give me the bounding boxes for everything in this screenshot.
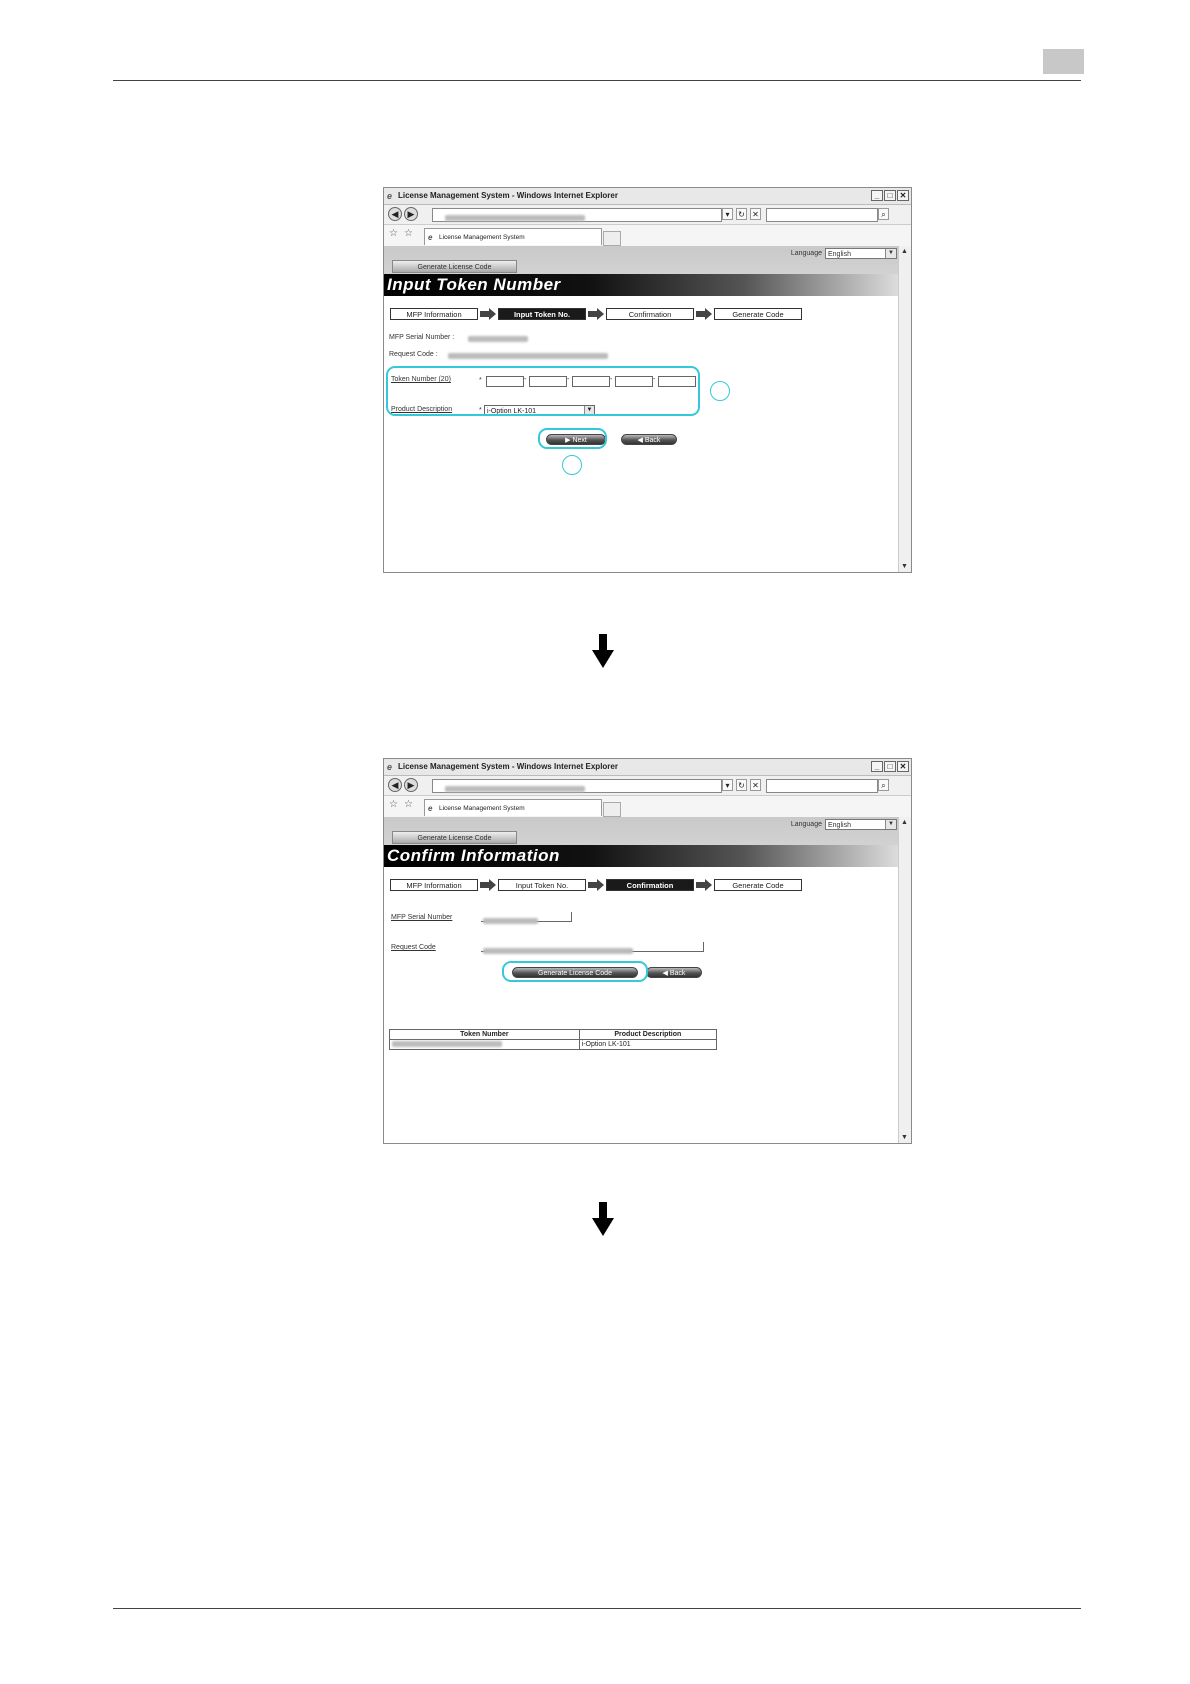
product-description-label: Product Description [391, 406, 453, 413]
step-arrow-icon [588, 879, 604, 891]
language-label: Language [790, 250, 822, 257]
step-confirmation: Confirmation [606, 879, 694, 891]
flow-down-arrow-icon [592, 634, 614, 668]
window-title: License Management System - Windows Internet Explorer [398, 191, 618, 200]
scroll-down-icon[interactable]: ▼ [901, 563, 908, 570]
vertical-scrollbar[interactable] [898, 246, 911, 572]
page-content [384, 246, 899, 572]
required-mark: * [479, 377, 482, 384]
vertical-scrollbar[interactable] [898, 817, 911, 1143]
chevron-down-icon: ▼ [885, 820, 896, 829]
favorites-star-icon[interactable]: ☆ [389, 228, 398, 239]
language-selector [791, 819, 897, 830]
step-generate-code: Generate Code [714, 879, 802, 891]
scroll-down-icon[interactable]: ▼ [901, 1134, 908, 1141]
page-banner: Confirm Information [384, 845, 899, 867]
token-number-label: Token Number (20) [391, 376, 451, 383]
chapter-number-box [1043, 49, 1084, 74]
ie-icon: e [387, 191, 393, 201]
request-code-value [448, 353, 608, 359]
window-titlebar [384, 188, 911, 205]
step-confirmation: Confirmation [606, 308, 694, 320]
tab-bar [384, 796, 911, 818]
table-cell-product: i-Option LK-101 [579, 1040, 716, 1050]
ie-icon: e [387, 762, 393, 772]
url-dropdown-icon[interactable]: ▾ [722, 208, 733, 220]
forward-nav-icon[interactable]: ▶ [404, 778, 418, 792]
search-icon[interactable]: ⌕ [878, 208, 889, 220]
back-button[interactable]: ◀ Back [621, 434, 677, 445]
table-header-product: Product Description [579, 1030, 716, 1040]
back-button-label: Back [644, 437, 661, 444]
required-mark: * [479, 407, 482, 414]
product-description-value: i-Option LK-101 [487, 408, 537, 415]
refresh-icon[interactable]: ↻ [736, 779, 747, 791]
language-select[interactable] [825, 248, 897, 259]
footer-rule [113, 1608, 1081, 1609]
close-icon[interactable]: ✕ [897, 761, 909, 772]
browser-tab[interactable] [424, 228, 602, 245]
browser-tab-label: License Management System [439, 805, 525, 812]
browser-tab-label: License Management System [439, 234, 525, 241]
step-indicator [390, 879, 802, 891]
request-code-field [481, 942, 704, 952]
page-banner: Input Token Number [384, 274, 899, 296]
highlight-generate-button [502, 961, 648, 982]
step-indicator [390, 308, 802, 320]
add-favorites-icon[interactable]: ☆ [404, 799, 413, 810]
token-separator: - [653, 376, 656, 383]
new-tab-button[interactable] [603, 231, 621, 246]
address-bar [384, 776, 911, 796]
step-arrow-icon [588, 308, 604, 320]
window-title: License Management System - Windows Internet Explorer [398, 762, 618, 771]
back-button[interactable]: ◀ Back [646, 967, 702, 978]
browser-window-confirm [383, 758, 912, 1144]
browser-window-input-token [383, 187, 912, 573]
search-icon[interactable]: ⌕ [878, 779, 889, 791]
token-separator: - [610, 376, 613, 383]
favorites-star-icon[interactable]: ☆ [389, 799, 398, 810]
next-button-label: Next [572, 437, 587, 444]
scroll-up-icon[interactable]: ▲ [901, 819, 908, 826]
back-nav-icon[interactable]: ◀ [388, 778, 402, 792]
stop-icon[interactable]: ✕ [750, 779, 761, 791]
generate-license-code-button-label: Generate License Code [538, 970, 612, 977]
url-input[interactable] [432, 208, 722, 222]
browser-tab[interactable] [424, 799, 602, 816]
serial-number-label: MFP Serial Number : [389, 334, 455, 341]
step-arrow-icon [696, 879, 712, 891]
url-dropdown-icon[interactable]: ▾ [722, 779, 733, 791]
forward-nav-icon[interactable]: ▶ [404, 207, 418, 221]
token-separator: - [567, 376, 570, 383]
ie-icon: e [428, 233, 433, 242]
callout-marker [710, 381, 730, 401]
table-cell-token [390, 1040, 580, 1050]
back-button-label: Back [669, 970, 686, 977]
flow-down-arrow-icon [592, 1202, 614, 1236]
serial-number-value [468, 336, 528, 342]
table-row [390, 1040, 717, 1050]
step-arrow-icon [480, 308, 496, 320]
new-tab-button[interactable] [603, 802, 621, 817]
minimize-icon[interactable]: _ [871, 761, 883, 772]
language-select[interactable] [825, 819, 897, 830]
maximize-icon[interactable]: □ [884, 190, 896, 201]
header-rule [113, 80, 1081, 81]
tab-bar [384, 225, 911, 247]
callout-marker [562, 455, 582, 475]
step-mfp-information: MFP Information [390, 879, 478, 891]
serial-number-field [481, 912, 572, 922]
request-code-label: Request Code : [389, 351, 438, 358]
url-input[interactable] [432, 779, 722, 793]
token-table [389, 1029, 717, 1050]
stop-icon[interactable]: ✕ [750, 208, 761, 220]
page-content [384, 817, 899, 1143]
highlight-next-button [538, 428, 607, 449]
scroll-up-icon[interactable]: ▲ [901, 248, 908, 255]
next-button[interactable]: ▶ Next [546, 434, 606, 445]
address-bar [384, 205, 911, 225]
step-input-token: Input Token No. [498, 308, 586, 320]
step-arrow-icon [480, 879, 496, 891]
back-nav-icon[interactable]: ◀ [388, 207, 402, 221]
maximize-icon[interactable]: □ [884, 761, 896, 772]
search-input[interactable] [766, 208, 878, 222]
add-favorites-icon[interactable]: ☆ [404, 228, 413, 239]
chevron-down-icon: ▼ [885, 249, 896, 258]
chevron-down-icon: ▼ [584, 406, 594, 415]
generate-license-code-tab[interactable]: Generate License Code [392, 831, 517, 844]
serial-number-label: MFP Serial Number [391, 914, 453, 921]
table-header-token: Token Number [390, 1030, 580, 1040]
language-value: English [828, 822, 851, 829]
request-code-label: Request Code [391, 944, 436, 951]
language-selector [791, 248, 897, 259]
token-separator: - [524, 376, 527, 383]
step-mfp-information: MFP Information [390, 308, 478, 320]
language-label: Language [790, 821, 822, 828]
step-arrow-icon [696, 308, 712, 320]
step-generate-code: Generate Code [714, 308, 802, 320]
ie-icon: e [428, 804, 433, 813]
minimize-icon[interactable]: _ [871, 190, 883, 201]
generate-license-code-tab[interactable]: Generate License Code [392, 260, 517, 273]
language-value: English [828, 251, 851, 258]
search-input[interactable] [766, 779, 878, 793]
window-titlebar [384, 759, 911, 776]
refresh-icon[interactable]: ↻ [736, 208, 747, 220]
highlight-token-area [386, 366, 700, 416]
close-icon[interactable]: ✕ [897, 190, 909, 201]
step-input-token: Input Token No. [498, 879, 586, 891]
